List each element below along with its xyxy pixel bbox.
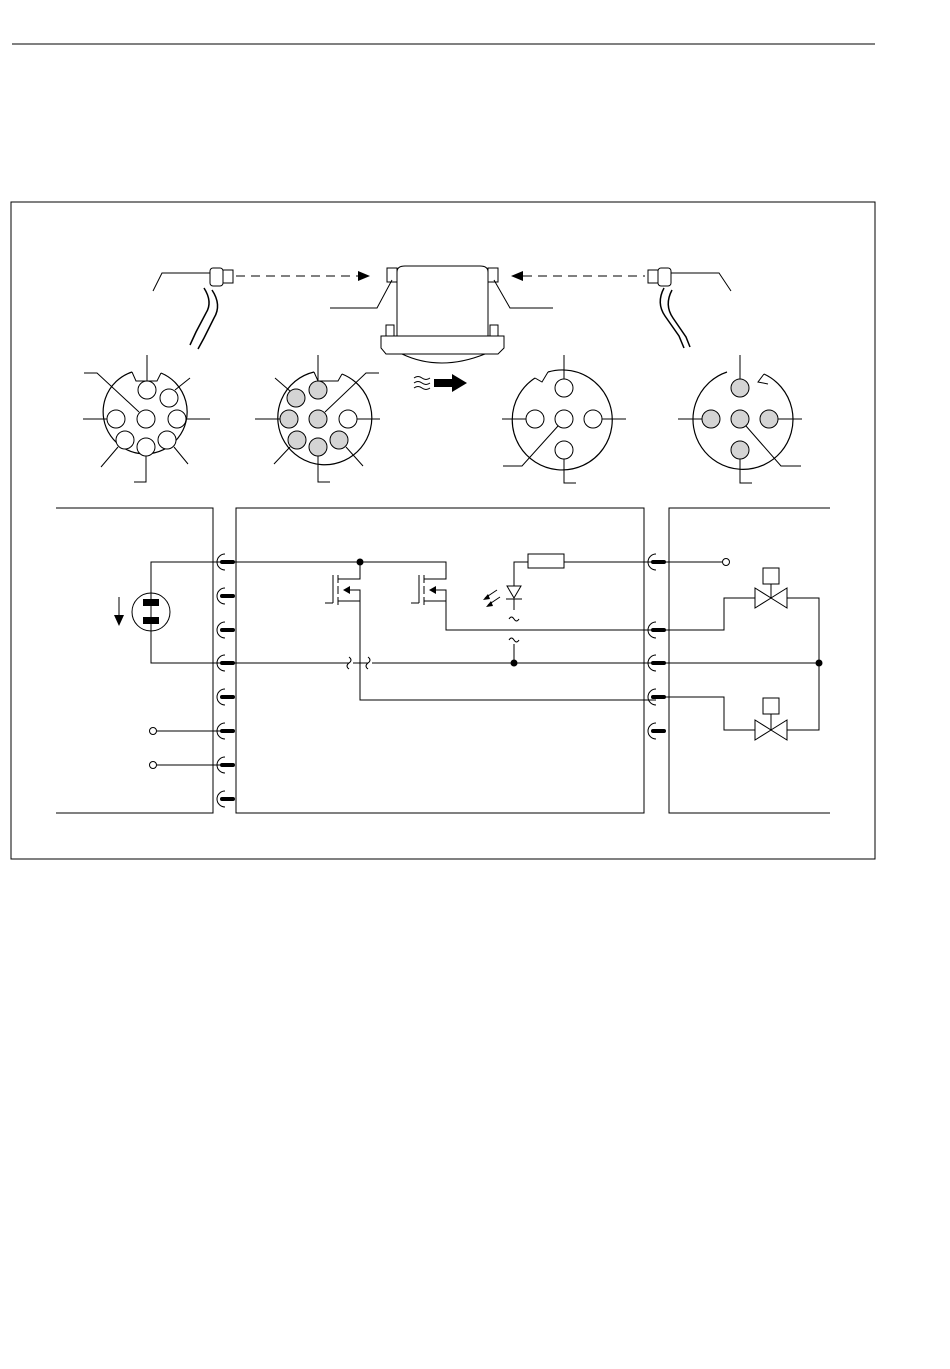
centre-wiring [233,559,656,670]
connector-2-face [255,355,380,482]
right-cable-plug [648,268,731,348]
left-open-terminals [150,728,226,769]
solenoid-valve-2 [664,697,787,740]
led-indicator-circuit [483,554,656,663]
right-common-line [664,660,823,667]
connector-3-face [502,355,626,483]
left-block-sockets [217,554,233,807]
connector-1-face [83,355,210,482]
centre-block [236,508,644,813]
left-cable-plug [153,268,233,349]
right-dashed-arrow [511,271,645,281]
right-block [669,508,830,813]
mosfet-switch-2 [411,575,656,630]
left-dashed-arrow [236,271,370,281]
flow-direction-symbol [414,374,467,392]
connector-4-face [678,355,802,483]
right-open-terminal [664,559,730,566]
flow-module [330,266,553,363]
solenoid-valve-1 [664,568,819,730]
left-block [56,508,213,813]
flow-sensor-symbol [114,562,225,663]
right-block-sockets [648,554,664,739]
